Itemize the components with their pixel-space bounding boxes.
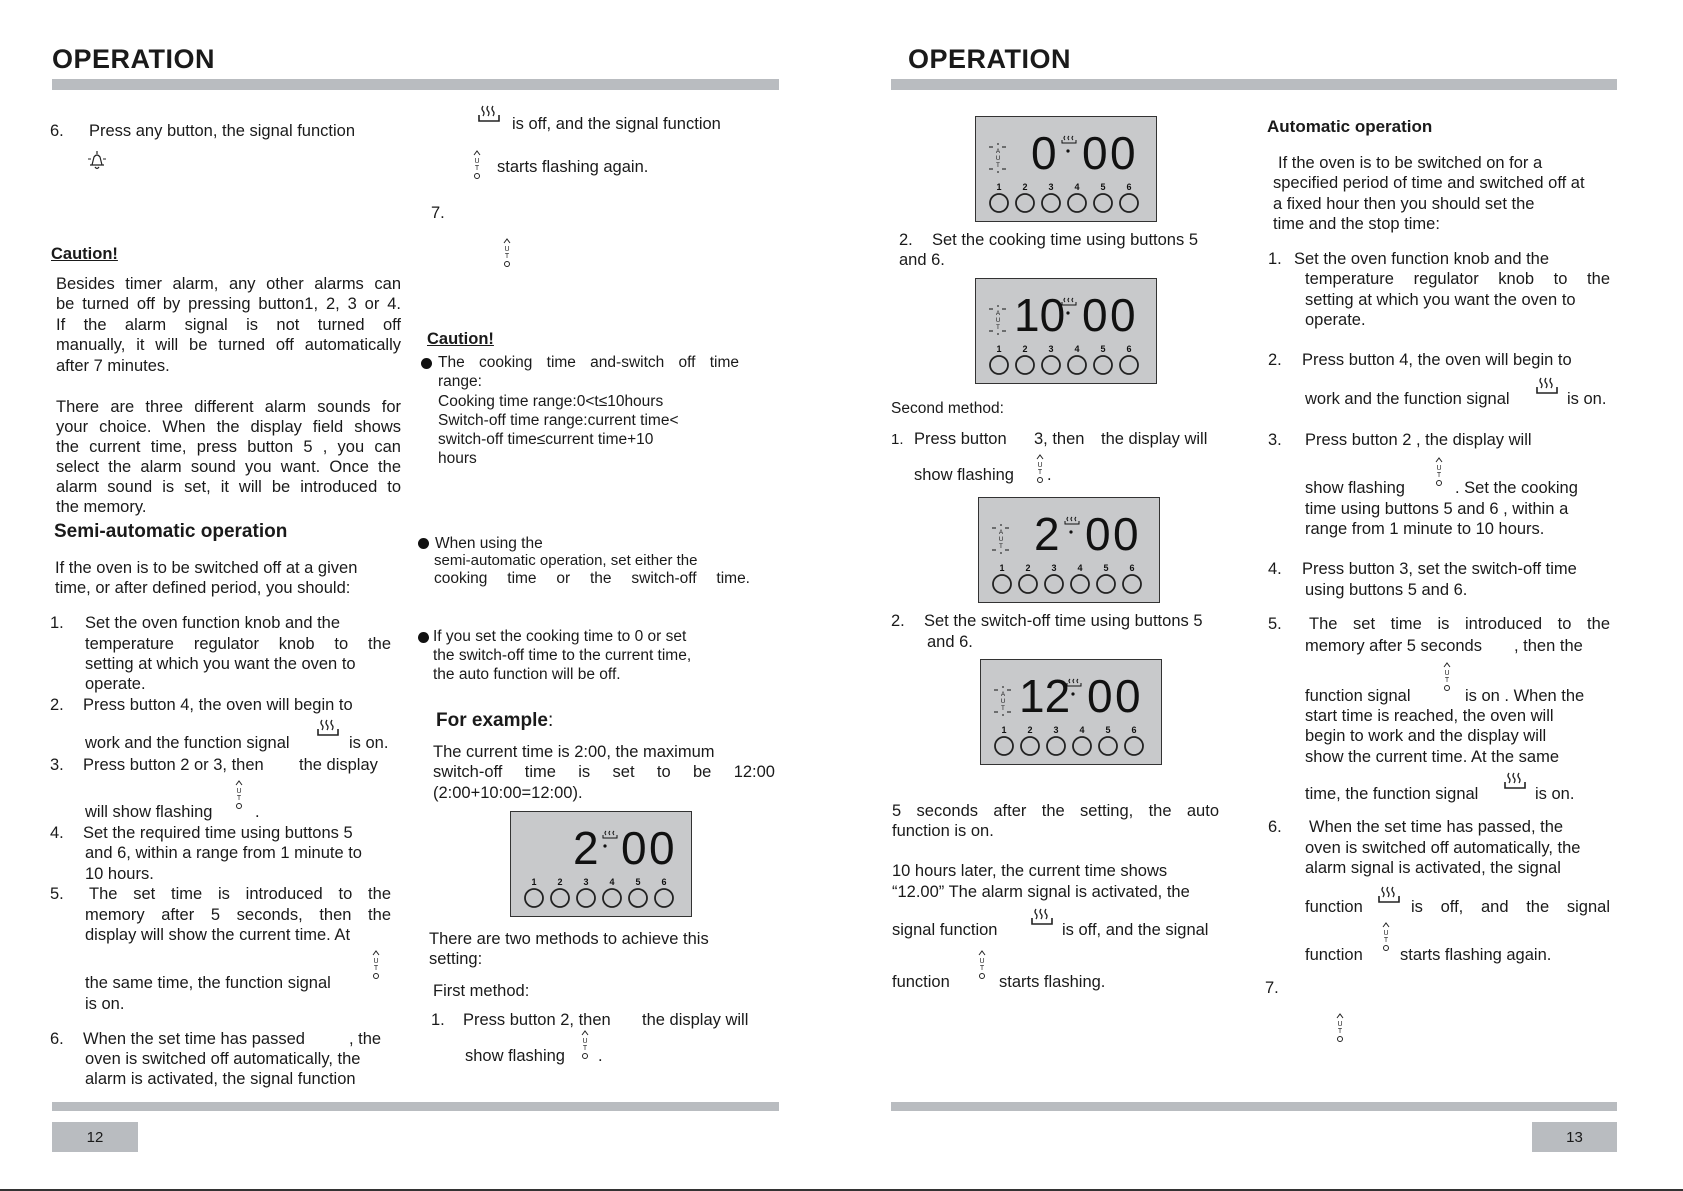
button-number-1: 1: [999, 563, 1005, 573]
l-example-line-3: (2:00+10:00=12:00).: [433, 784, 583, 802]
bullet-dot: [418, 632, 429, 643]
control-button-1[interactable]: [993, 575, 1011, 593]
r-a-step3-line-1: Press button 2 , the display will: [1305, 431, 1532, 449]
button-number-5: 5: [1100, 344, 1106, 354]
l-col2-item7: 7.: [431, 204, 445, 222]
l-step3-line-1: Press button 2 or 3, then: [83, 756, 264, 774]
l-step5-line-2: memory after 5 seconds, then the: [85, 906, 391, 924]
control-button-2[interactable]: [551, 889, 569, 907]
svg-text:T: T: [1037, 469, 1043, 476]
auto-icon: [977, 950, 987, 980]
svg-text:T: T: [582, 1045, 588, 1052]
bullet-dot: [418, 538, 429, 549]
auto-icon: [371, 950, 381, 980]
r-a-step1-line-2: temperature regulator knob to the: [1305, 270, 1610, 288]
r-a-step5-line-10: is on.: [1535, 785, 1575, 803]
l-fm-step1-line-1: Press button 2, then: [463, 1011, 611, 1029]
r-sm-step1-line-2: 3, then: [1034, 430, 1085, 448]
r-a-step6-line-3: alarm signal is activated, the signal: [1305, 859, 1561, 877]
l-step6-line-3: oven is switched off automatically, the: [85, 1050, 361, 1068]
header-rule-left: [52, 79, 779, 90]
button-number-2: 2: [1022, 344, 1028, 354]
l-fm-step1-line-2: the display will: [642, 1011, 749, 1029]
l-col2-b1-line-5: switch-off time≤current time+10: [438, 431, 654, 448]
svg-text:U: U: [1444, 670, 1450, 677]
l-step1-line-1: Set the oven function knob and the: [85, 614, 341, 632]
r-auto-heading: Automatic operation: [1267, 117, 1433, 136]
l-caution-line-5: after 7 minutes.: [56, 357, 170, 375]
r-a-step2-num: 2.: [1268, 351, 1282, 369]
r-a-step1-line-3: setting at which you want the oven to: [1305, 291, 1576, 309]
r-intro-line-2: specified period of time and switched off at: [1273, 174, 1585, 192]
l-col2-caution-label: Caution!: [427, 330, 494, 348]
control-button-4[interactable]: [1073, 737, 1091, 755]
r-after-line-2: function is on.: [892, 822, 994, 840]
lcd-display-2: [975, 278, 1157, 384]
footer-rule-right: [891, 1102, 1617, 1111]
l-col2-line-2: starts flashing again.: [497, 158, 649, 176]
svg-text:T: T: [474, 165, 480, 172]
r-a-step4-num: 4.: [1268, 560, 1282, 578]
button-number-1: 1: [1001, 725, 1007, 735]
page-title-left: OPERATION: [52, 44, 216, 74]
l-step5-line-3: display will show the current time. At: [85, 926, 351, 944]
lcd-hour-digit: 2: [1034, 508, 1060, 560]
control-button-5[interactable]: [1094, 194, 1112, 212]
svg-text:U: U: [474, 158, 480, 165]
footer-rule-left: [52, 1102, 779, 1111]
r-a-step1-num: 1.: [1268, 250, 1282, 268]
l-step6-line-1: When the set time has passed: [83, 1030, 305, 1048]
lcd-min-digit-2: 0: [1113, 508, 1139, 560]
button-number-6: 6: [1126, 182, 1132, 192]
r-sm-step2-line-1: Set the switch-off time using buttons 5: [924, 612, 1203, 630]
l-alarm-line-2: your choice. When the display field shows: [56, 418, 401, 436]
control-button-1[interactable]: [995, 737, 1013, 755]
lcd-display-example: [510, 811, 692, 917]
l-example-line-1: The current time is 2:00, the maximum: [433, 743, 715, 761]
r-intro-line-4: time and the stop time:: [1273, 215, 1440, 233]
r-a-step6-line-1: When the set time has passed, the: [1309, 818, 1564, 836]
l-caution-line-2: be turned off by pressing button1, 2, 3 or 4.: [56, 295, 401, 313]
l-col2-b2-line-3: cooking time or the switch-off time.: [434, 570, 750, 587]
l-col2-b2-line-2: semi-automatic operation, set either the: [434, 552, 698, 569]
control-button-3[interactable]: [577, 889, 595, 907]
r-a-step1-line-4: operate.: [1305, 311, 1366, 329]
l-step1-line-2: temperature regulator knob to the: [85, 635, 391, 653]
l-col2-b2-line-1: When using the: [435, 535, 543, 552]
l-semi-intro-2: time, or after defined period, you should:: [55, 579, 351, 597]
r-second-method: Second method:: [891, 400, 1004, 417]
control-button-6[interactable]: [1120, 194, 1138, 212]
header-rule-right: [891, 79, 1617, 90]
button-number-3: 3: [1048, 344, 1054, 354]
l-step4-line-1: Set the required time using buttons 5: [83, 824, 353, 842]
heating-element-icon: [1535, 376, 1559, 396]
heating-element-icon: [316, 718, 340, 738]
auto-icon: [1434, 457, 1444, 487]
r-a-step5-num: 5.: [1268, 615, 1282, 633]
l-step3-line-4: .: [255, 803, 260, 821]
svg-text:U: U: [373, 958, 379, 965]
l-step1-line-3: setting at which you want the oven to: [85, 655, 356, 673]
button-number-3: 3: [1051, 563, 1057, 573]
control-button-2[interactable]: [1019, 575, 1037, 593]
svg-text:U: U: [998, 537, 1004, 543]
control-button-2[interactable]: [1021, 737, 1039, 755]
l-example-line-2: switch-off time is set to be 12:00: [433, 763, 775, 781]
svg-text:T: T: [373, 965, 379, 972]
r-a-step2-line-2: work and the function signal: [1305, 390, 1510, 408]
l-semi-intro-1: If the oven is to be switched off at a given: [55, 559, 358, 577]
l-step5-line-4: the same time, the function signal: [85, 974, 331, 992]
r-step2-line-1: Set the cooking time using buttons 5: [932, 231, 1198, 249]
svg-text:U: U: [236, 788, 242, 795]
svg-text:U: U: [1337, 1021, 1343, 1028]
svg-text:T: T: [1436, 472, 1442, 479]
button-number-4: 4: [1079, 725, 1085, 735]
button-number-4: 4: [1074, 344, 1080, 354]
r-later-line-2: “12.00” The alarm signal is activated, the: [892, 883, 1190, 901]
l-step1-line-4: operate.: [85, 675, 146, 693]
l-methods-line-1: There are two methods to achieve this: [429, 930, 709, 948]
lcd-min-digit-2: 0: [649, 822, 675, 874]
control-button-3[interactable]: [1045, 575, 1063, 593]
l-step5-line-1: The set time is introduced to the: [89, 885, 391, 903]
l-alarm-line-1: There are three different alarm sounds for: [56, 398, 401, 416]
control-button-6[interactable]: [1123, 575, 1141, 593]
r-a-step6-line-6: function: [1305, 946, 1363, 964]
svg-text:A: A: [998, 530, 1004, 536]
control-button-2[interactable]: [1016, 194, 1034, 212]
r-a-step6-line-2: oven is switched off automatically, the: [1305, 839, 1581, 857]
auto-icon: [234, 780, 244, 810]
l-caution-label: Caution!: [51, 245, 118, 263]
svg-text:U: U: [1000, 699, 1006, 705]
l-methods-line-2: setting:: [429, 950, 483, 968]
button-number-2: 2: [1025, 563, 1031, 573]
svg-text:U: U: [1037, 462, 1043, 469]
control-button-5[interactable]: [1094, 356, 1112, 374]
svg-text:T: T: [979, 965, 985, 972]
control-button-6[interactable]: [1120, 356, 1138, 374]
l-col2-line-1: is off, and the signal function: [512, 115, 721, 133]
lcd-min-digit-1: 0: [1082, 289, 1108, 341]
l-caution-line-1: Besides timer alarm, any other alarms can: [56, 275, 401, 293]
lcd-hour-digit: 10: [1014, 289, 1066, 341]
l-col2-b1-line-3: Cooking time range:0<t≤10hours: [438, 393, 664, 410]
auto-icon: [502, 238, 512, 268]
page-number-left: 12: [52, 1122, 138, 1152]
l-step5-line-5: is on.: [85, 995, 125, 1013]
r-signal-line-1: signal function: [892, 921, 998, 939]
r-step2-line-2: and 6.: [899, 251, 945, 269]
r-a-step6-num: 6.: [1268, 818, 1282, 836]
button-number-4: 4: [1074, 182, 1080, 192]
control-button-3[interactable]: [1042, 194, 1060, 212]
l-col2-b1-line-4: Switch-off time range:current time<: [438, 412, 679, 429]
button-number-5: 5: [1103, 563, 1109, 573]
l-alarm-line-5: alarm sound is set, it will be introduced to: [56, 478, 401, 496]
r-a-step5-line-4: function signal: [1305, 687, 1411, 705]
r-a-step6-line-5: is off, and the signal: [1411, 898, 1610, 916]
l-step4-line-2: and 6, within a range from 1 minute to: [85, 844, 362, 862]
r-sm-step1-line-4: show flashing: [914, 466, 1014, 484]
lcd-hour-digit: 0: [1031, 127, 1057, 179]
l-alarm-line-3: the current time, press button 5 , you can: [56, 438, 401, 456]
r-a-step2-line-3: is on.: [1567, 390, 1607, 408]
auto-icon: [580, 1030, 590, 1060]
l-step6-num: 6.: [50, 1030, 64, 1048]
svg-text:T: T: [1001, 706, 1005, 712]
r-sm-step1-line-3: the display will: [1101, 430, 1208, 448]
button-number-6: 6: [1131, 725, 1137, 735]
l-step6-line-2: , the: [349, 1030, 382, 1048]
auto-icon: [472, 150, 482, 180]
svg-text:U: U: [504, 246, 510, 253]
l-step5-num: 5.: [50, 885, 64, 903]
auto-icon: [1381, 922, 1391, 952]
l-fm-step1-line-3: show flashing: [465, 1047, 565, 1065]
button-number-5: 5: [1105, 725, 1111, 735]
svg-text:T: T: [999, 544, 1003, 550]
l-col2-b3-line-2: the switch-off time to the current time,: [433, 647, 692, 664]
svg-text:T: T: [1383, 937, 1389, 944]
lcd-min-digit-2: 0: [1110, 127, 1136, 179]
l-caution-line-4: manually, it will be turned off automatically: [56, 336, 401, 354]
r-sm-step1-num: 1.: [891, 431, 904, 448]
l-col2-b1-line-2: range:: [438, 373, 482, 390]
svg-text:U: U: [1383, 930, 1389, 937]
r-function-line-2: starts flashing.: [999, 973, 1106, 991]
r-sm-step2-line-2: and 6.: [927, 633, 973, 651]
lcd-min-digit-1: 0: [1087, 670, 1113, 722]
button-number-5: 5: [1100, 182, 1106, 192]
r-a-step6-line-4: function: [1305, 898, 1363, 916]
l-first-method: First method:: [433, 982, 530, 1000]
l-col2-b3-line-3: the auto function will be off.: [433, 666, 621, 683]
svg-text:T: T: [236, 795, 242, 802]
button-number-3: 3: [1053, 725, 1059, 735]
lcd-min-digit-1: 0: [1085, 508, 1111, 560]
svg-text:U: U: [1436, 465, 1442, 472]
l-step3-line-2: the display: [299, 756, 378, 774]
lcd-display-4: [980, 659, 1162, 765]
lcd-hour-digit: 12: [1019, 670, 1071, 722]
l-item6-text: Press any button, the signal function: [89, 122, 355, 140]
l-step2-num: 2.: [50, 696, 64, 714]
r-a-step6-line-7: starts flashing again.: [1400, 946, 1552, 964]
l-item6-num: 6.: [50, 122, 64, 140]
r-sm-step1-line-1: Press button: [914, 430, 1007, 448]
button-number-1: 1: [996, 344, 1002, 354]
svg-text:U: U: [582, 1038, 588, 1045]
bell-icon: [86, 148, 108, 174]
button-number-4: 4: [609, 877, 615, 887]
control-button-2[interactable]: [1016, 356, 1034, 374]
l-fm-step1-line-4: .: [598, 1047, 603, 1065]
heating-element-icon: [1377, 885, 1401, 905]
button-number-6: 6: [661, 877, 667, 887]
r-a-step3-line-2: show flashing: [1305, 479, 1405, 497]
svg-text:A: A: [995, 311, 1001, 317]
r-a-step5-line-5: is on . When the: [1465, 687, 1585, 705]
l-caution-line-3: If the alarm signal is not turned off: [56, 316, 401, 334]
page-number-right: 13: [1532, 1122, 1617, 1152]
l-step2-line-2: work and the function signal: [85, 734, 290, 752]
l-example-heading: For example:: [436, 710, 554, 731]
r-a-step5-line-7: begin to work and the display will: [1305, 727, 1547, 745]
r-a-step4-line-1: Press button 3, set the switch-off time: [1302, 560, 1577, 578]
r-intro-line-1: If the oven is to be switched on for a: [1278, 154, 1543, 172]
r-a-step3-num: 3.: [1268, 431, 1282, 449]
button-number-1: 1: [531, 877, 537, 887]
l-col2-b1-line-6: hours: [438, 450, 477, 467]
control-button-1[interactable]: [990, 356, 1008, 374]
button-number-6: 6: [1129, 563, 1135, 573]
button-number-2: 2: [557, 877, 563, 887]
r-sm-step1-line-5: .: [1047, 466, 1052, 484]
lcd-display-3: [978, 497, 1160, 603]
lcd-display-1: [975, 116, 1157, 222]
r-a-step3-line-4: time using buttons 5 and 6 , within a: [1305, 500, 1569, 518]
button-number-6: 6: [1126, 344, 1132, 354]
button-number-5: 5: [635, 877, 641, 887]
l-step6-line-4: alarm is activated, the signal function: [85, 1070, 356, 1088]
svg-text:U: U: [995, 156, 1001, 162]
r-a-step3-line-3: . Set the cooking: [1455, 479, 1578, 497]
svg-text:A: A: [1000, 692, 1006, 698]
r-intro-line-3: a fixed hour then you should set the: [1273, 195, 1535, 213]
svg-text:T: T: [504, 253, 510, 260]
heating-element-icon: [1030, 907, 1054, 927]
l-step2-line-3: is on.: [349, 734, 389, 752]
l-alarm-line-6: the memory.: [56, 498, 147, 516]
r-a-step1-line-1: Set the oven function knob and the: [1294, 250, 1550, 268]
lcd-min-digit-1: 0: [1082, 127, 1108, 179]
control-button-4[interactable]: [1068, 194, 1086, 212]
r-a-step5-line-3: , then the: [1514, 637, 1583, 655]
heating-element-icon: [477, 104, 501, 124]
control-button-4[interactable]: [1068, 356, 1086, 374]
control-button-5[interactable]: [629, 889, 647, 907]
control-button-5[interactable]: [1099, 737, 1117, 755]
svg-text:T: T: [996, 325, 1000, 331]
r-a-step5-line-6: start time is reached, the oven will: [1305, 707, 1554, 725]
r-a-step2-line-1: Press button 4, the oven will begin to: [1302, 351, 1572, 369]
lcd-min-digit-1: 0: [621, 822, 647, 874]
control-button-6[interactable]: [1125, 737, 1143, 755]
r-function-line-1: function: [892, 973, 950, 991]
svg-text:T: T: [1444, 677, 1450, 684]
r-step2-num: 2.: [899, 231, 913, 249]
control-button-1[interactable]: [525, 889, 543, 907]
control-button-6[interactable]: [655, 889, 673, 907]
control-button-3[interactable]: [1047, 737, 1065, 755]
button-number-3: 3: [1048, 182, 1054, 192]
control-button-3[interactable]: [1042, 356, 1060, 374]
button-number-1: 1: [996, 182, 1002, 192]
button-number-2: 2: [1022, 182, 1028, 192]
svg-text:T: T: [996, 163, 1000, 169]
l-step2-line-1: Press button 4, the oven will begin to: [83, 696, 353, 714]
svg-text:U: U: [995, 318, 1001, 324]
lcd-min-digit-2: 0: [1110, 289, 1136, 341]
r-after-line-1: 5 seconds after the setting, the auto: [892, 802, 1219, 820]
r-signal-line-2: is off, and the signal: [1062, 921, 1209, 939]
r-a-step5-line-8: show the current time. At the same: [1305, 748, 1560, 766]
svg-text:T: T: [1337, 1028, 1343, 1035]
r-a-step5-line-1: The set time is introduced to the: [1309, 615, 1610, 633]
r-a-step5-line-2: memory after 5 seconds: [1305, 637, 1482, 655]
l-step3-line-3: will show flashing: [85, 803, 213, 821]
auto-icon: [1335, 1013, 1345, 1043]
lcd-hour-digit: 2: [573, 822, 599, 874]
r-sm-step2-num: 2.: [891, 612, 905, 630]
control-button-4[interactable]: [1071, 575, 1089, 593]
l-col2-b3-line-1: If you set the cooking time to 0 or set: [433, 628, 687, 645]
r-item7: 7.: [1265, 979, 1279, 997]
l-fm-step1-num: 1.: [431, 1011, 445, 1029]
control-button-1[interactable]: [990, 194, 1008, 212]
auto-icon: [1035, 454, 1045, 484]
l-col2-b1-line-1: The cooking time and-switch off time: [438, 354, 739, 371]
control-button-4[interactable]: [603, 889, 621, 907]
l-alarm-line-4: select the alarm sound you want. Once the: [56, 458, 401, 476]
r-a-step5-line-9: time, the function signal: [1305, 785, 1479, 803]
svg-text:A: A: [995, 149, 1001, 155]
l-step1-num: 1.: [50, 614, 64, 632]
control-button-5[interactable]: [1097, 575, 1115, 593]
button-number-4: 4: [1077, 563, 1083, 573]
button-number-2: 2: [1027, 725, 1033, 735]
bullet-dot: [421, 358, 432, 369]
l-step3-num: 3.: [50, 756, 64, 774]
svg-text:U: U: [979, 958, 985, 965]
l-semi-heading: Semi-automatic operation: [54, 521, 288, 542]
l-step4-line-3: 10 hours.: [85, 865, 154, 883]
l-step4-num: 4.: [50, 824, 64, 842]
r-a-step4-line-2: using buttons 5 and 6.: [1305, 581, 1468, 599]
page-title-right: OPERATION: [908, 44, 1072, 74]
lcd-min-digit-2: 0: [1115, 670, 1141, 722]
auto-icon: [1442, 662, 1452, 692]
r-later-line-1: 10 hours later, the current time shows: [892, 862, 1168, 880]
button-number-3: 3: [583, 877, 589, 887]
r-a-step3-line-5: range from 1 minute to 10 hours.: [1305, 520, 1545, 538]
heating-element-icon: [1503, 771, 1527, 791]
